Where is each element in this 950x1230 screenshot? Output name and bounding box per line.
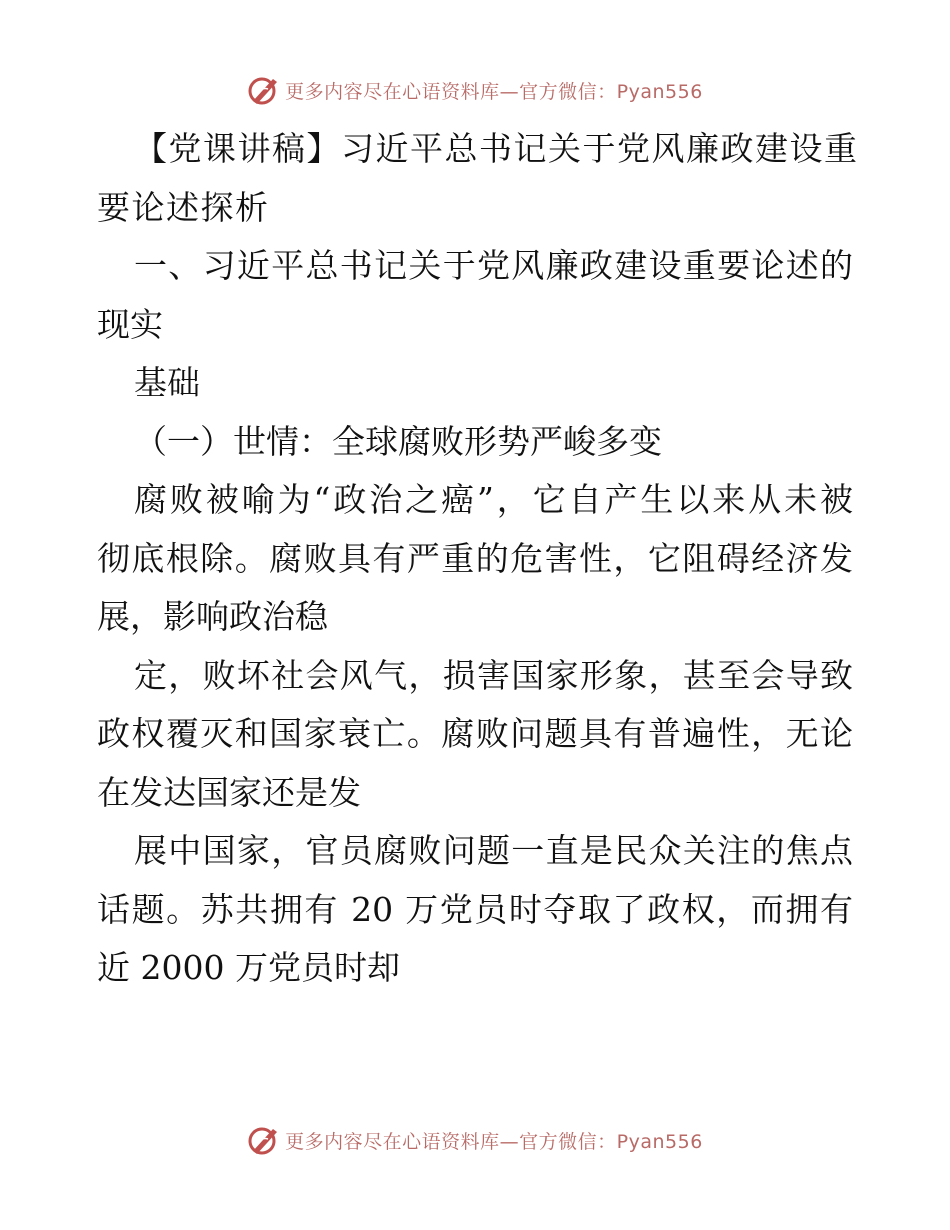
text-line: 展，影响政治稳 [97, 597, 328, 636]
pen-logo-icon [247, 1123, 281, 1157]
text-line: 话题。苏共拥有 20 万党员时夺取了政权，而拥有 [97, 889, 853, 929]
text-line: 【党课讲稿】习近平总书记关于党风廉政建设重 [134, 129, 859, 168]
watermark-dash: — [499, 80, 520, 103]
watermark-sub-text: 官方微信：Pyan556 [519, 80, 703, 103]
text-line: 定，败坏社会风气，损害国家形象，甚至会导致 [134, 655, 853, 695]
text-line: 彻底根除。腐败具有严重的危害性，它阻碍经济发 [97, 538, 853, 578]
text-line: 政权覆灭和国家衰亡。腐败问题具有普遍性，无论 [97, 714, 853, 753]
text-line: 展中国家，官员腐败问题一直是民众关注的焦点 [134, 831, 853, 870]
pen-logo-icon [247, 73, 281, 107]
watermark-main-text: 更多内容尽在心语资料库 [285, 1130, 500, 1153]
watermark-text [285, 77, 703, 104]
text-line: 在发达国家还是发 [97, 772, 361, 812]
watermark-main-text: 更多内容尽在心语资料库 [285, 80, 500, 103]
text-line: 近 2000 万党员时却 [97, 948, 400, 987]
text-line: 一、习近平总书记关于党风廉政建设重要论述的 [134, 246, 853, 285]
text-line: 腐败被喻为“政治之癌”，它自产生以来从未被 [134, 480, 853, 519]
watermark-dash: — [499, 1130, 520, 1153]
header-watermark [0, 72, 950, 108]
text-line: 基础 [134, 363, 200, 402]
footer-watermark [0, 1122, 950, 1158]
document-body [97, 120, 859, 998]
watermark-text [285, 1127, 703, 1154]
text-line: 现实 [97, 304, 163, 344]
text-line: （一）世情：全球腐败形势严峻多变 [134, 421, 662, 461]
text-line: 要论述探析 [97, 187, 270, 227]
watermark-sub-text: 官方微信：Pyan556 [519, 1130, 703, 1153]
